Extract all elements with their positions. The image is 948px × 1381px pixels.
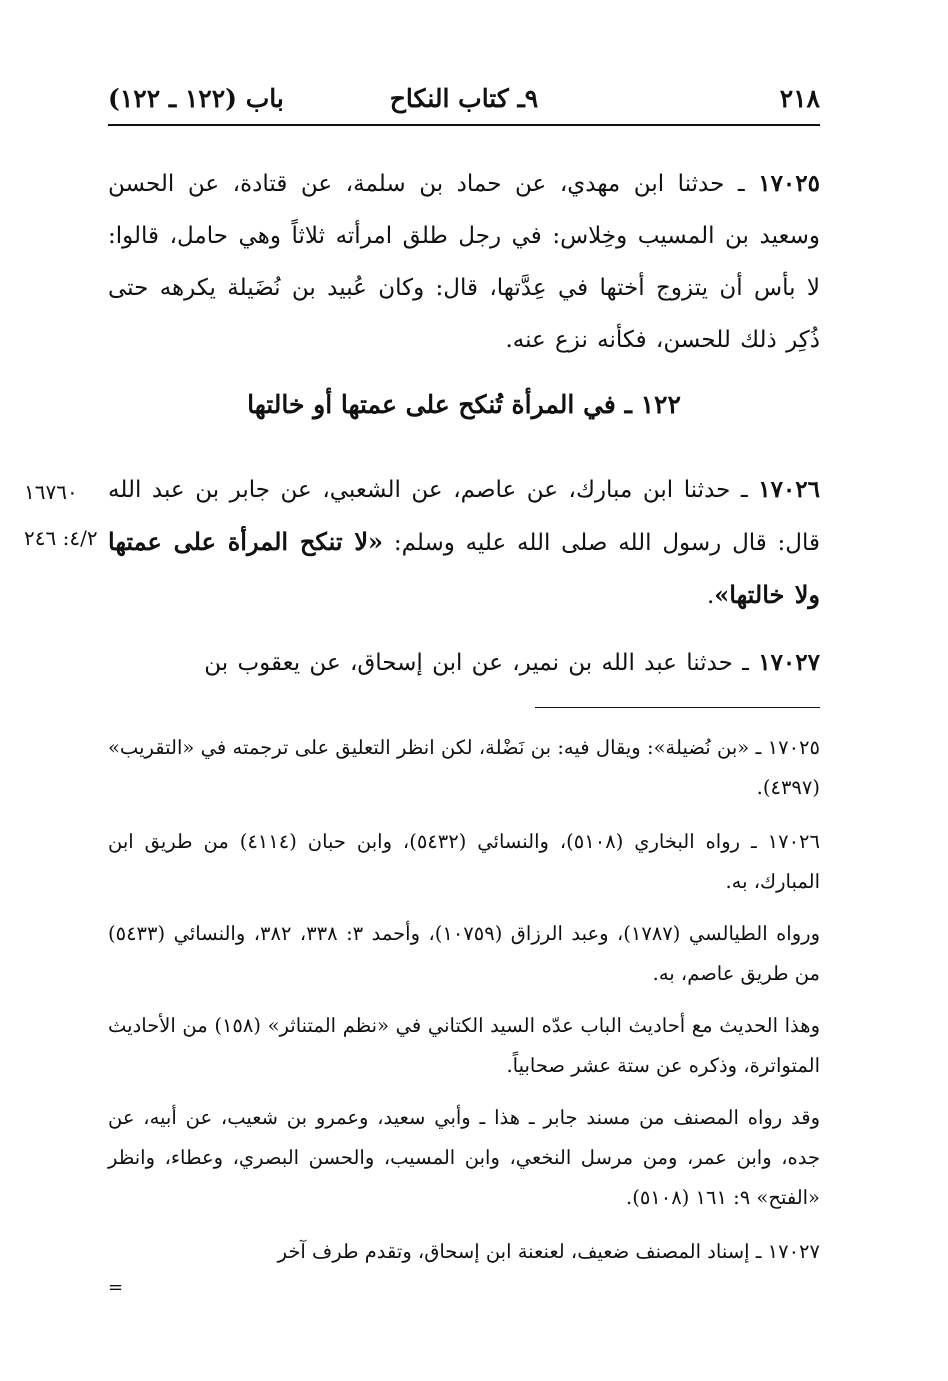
section-title: ١٢٢ ـ في المرأة تُنكح على عمتها أو خالتها xyxy=(247,390,681,419)
hadith-quote: «لا تنكح المرأة على عمتها ولا خالتها» xyxy=(108,527,820,609)
header-rule xyxy=(108,124,820,126)
hadith-end: . xyxy=(706,583,715,609)
hadith-17025 xyxy=(108,158,820,366)
footnote-17026-cont-2: وهذا الحديث مع أحاديث الباب عدّه السيد الكتاني في «نظم المتناثر» (١٥٨) من الأحاديث المتواترة، وذكره عن ستة عشر صحابياً. xyxy=(108,1014,820,1077)
hadith-number: ١٧٠٢٧ xyxy=(758,649,820,676)
footnote-17026-cont-3: وقد رواه المصنف من مسند جابر ـ هذا ـ وأبي سعيد، وعمرو بن شعيب، عن أبيه، عن جده، وابن عمر، ومن مرسل النخعي، وابن المسيب، والحسن البصري، وعطاء، وانظر «الفتح» ٩: ١٦١ (٥١٠٨). xyxy=(108,1106,820,1209)
book-title: ٩ـ كتاب النكاح xyxy=(389,84,539,113)
page-header xyxy=(108,84,820,120)
margin-note-cross-ref: ١٦٧٦٠ xyxy=(24,480,78,504)
footnote-17027: ١٧٠٢٧ ـ إسناد المصنف ضعيف، لعنعنة ابن إسحاق، وتقدم طرف آخر xyxy=(277,1240,820,1263)
hadith-text: ـ حدثنا عبد الله بن نمير، عن ابن إسحاق، عن يعقوب بن xyxy=(204,650,759,676)
footnote-17026-cont-1: ورواه الطيالسي (١٧٨٧)، وعبد الرزاق (١٠٧٥٩)، وأحمد ٣: ٣٣٨، ٣٨٢، والنسائي (٥٤٣٣) من طريق عاصم، به. xyxy=(108,922,820,985)
footnote-17026: ١٧٠٢٦ ـ رواه البخاري (٥١٠٨)، والنسائي (٥٤٣٢)، وابن حبان (٤١١٤) من طريق ابن المبارك، به. xyxy=(108,830,820,893)
hadith-text: ـ حدثنا ابن مبارك، عن عاصم، عن الشعبي، عن جابر بن عبد الله قال: قال رسول الله صلى الله عليه وسلم: xyxy=(108,477,821,556)
hadith-number: ١٧٠٢٦ xyxy=(758,476,820,503)
chapter-range: باب (١٢٢ ـ ١٢٢) xyxy=(108,84,284,113)
footnote-17025: ١٧٠٢٥ ـ «بن نُضيلة»: ويقال فيه: بن نَضْلة، لكن انظر التعليق على ترجمته في «التقريب» (٤٣٩٧). xyxy=(108,736,820,799)
margin-note-volume-ref: ٤/٢: ٢٤٦ xyxy=(24,526,98,550)
page-number: ٢١٨ xyxy=(779,84,820,113)
hadith-text: ـ حدثنا ابن مهدي، عن حماد بن سلمة، عن قتادة، عن الحسن وسعيد بن المسيب وخِلاس: في رجل طلق امرأته ثلاثاً وهي حامل، قالوا: لا بأس أن يتزوج أختها في عِدَّتها، قال: وكان عُبيد بن نُضَيلة يكرهه حتى ذُكِر ذلك للحسن، فكأنه نزع عنه. xyxy=(108,171,820,353)
footnote-separator xyxy=(535,707,820,708)
hadith-17026 xyxy=(108,464,820,622)
hadith-17027 xyxy=(108,637,820,689)
hadith-number: ١٧٠٢٥ xyxy=(758,170,820,197)
continuation-mark: = xyxy=(108,1277,124,1298)
